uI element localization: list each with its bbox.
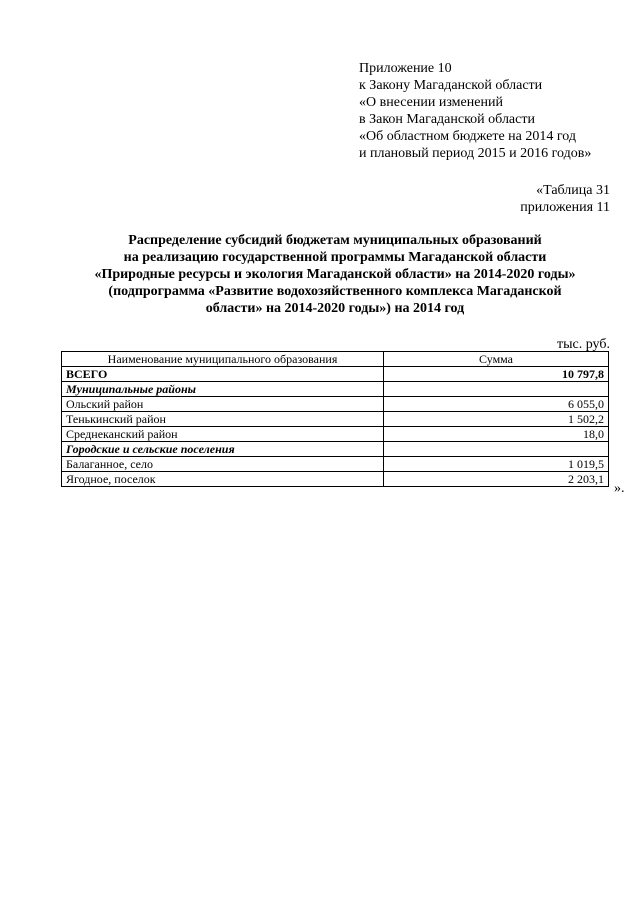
title-line: области» на 2014-2020 годы») на 2014 год xyxy=(205,301,465,316)
total-sum: 10 797,8 xyxy=(384,367,609,382)
row-name: Среднеканский район xyxy=(62,427,384,442)
table-reference xyxy=(520,182,610,216)
appendix-line: и плановый период 2015 и 2016 годов» xyxy=(359,146,592,161)
table-row xyxy=(62,397,609,412)
appendix-line: «О внесении изменений xyxy=(359,95,503,110)
group-sum-empty xyxy=(384,442,609,457)
row-sum: 1 019,5 xyxy=(384,457,609,472)
title-line: на реализацию государственной программы Магаданской области xyxy=(123,250,547,265)
title-line: «Природные ресурсы и экология Магаданской области» на 2014-2020 годы» xyxy=(94,267,576,282)
group-label: Городские и сельские поселения xyxy=(62,442,384,457)
total-label: ВСЕГО xyxy=(62,367,384,382)
table-ref-line: приложения 11 xyxy=(520,200,610,215)
appendix-line: к Закону Магаданской области xyxy=(359,78,543,93)
group-sum-empty xyxy=(384,382,609,397)
header-name: Наименование муниципального образования xyxy=(62,352,384,367)
table-row xyxy=(62,457,609,472)
subsidy-table xyxy=(61,351,609,487)
title-line: Распределение субсидий бюджетам муниципальных образований xyxy=(128,233,542,248)
units-label: тыс. руб. xyxy=(557,337,610,352)
header-sum: Сумма xyxy=(384,352,609,367)
total-row xyxy=(62,367,609,382)
title-line: (подпрограмма «Развитие водохозяйственного комплекса Магаданской xyxy=(108,284,562,299)
table-row xyxy=(62,427,609,442)
document-title xyxy=(60,232,610,317)
row-name: Ольский район xyxy=(62,397,384,412)
group-label: Муниципальные районы xyxy=(62,382,384,397)
appendix-line: в Закон Магаданской области xyxy=(359,112,535,127)
row-name: Ягодное, поселок xyxy=(62,472,384,487)
group-row-settlements xyxy=(62,442,609,457)
row-name: Балаганное, село xyxy=(62,457,384,472)
row-name: Тенькинский район xyxy=(62,412,384,427)
appendix-line: «Об областном бюджете на 2014 год xyxy=(359,129,576,144)
appendix-line: Приложение 10 xyxy=(359,61,452,76)
appendix-header xyxy=(359,60,591,162)
row-sum: 6 055,0 xyxy=(384,397,609,412)
group-row-districts xyxy=(62,382,609,397)
table-row xyxy=(62,472,609,487)
row-sum: 1 502,2 xyxy=(384,412,609,427)
closing-quote: ». xyxy=(614,481,625,496)
row-sum: 2 203,1 xyxy=(384,472,609,487)
table-header-row xyxy=(62,352,609,367)
table-ref-line: «Таблица 31 xyxy=(536,183,610,198)
row-sum: 18,0 xyxy=(384,427,609,442)
table-row xyxy=(62,412,609,427)
